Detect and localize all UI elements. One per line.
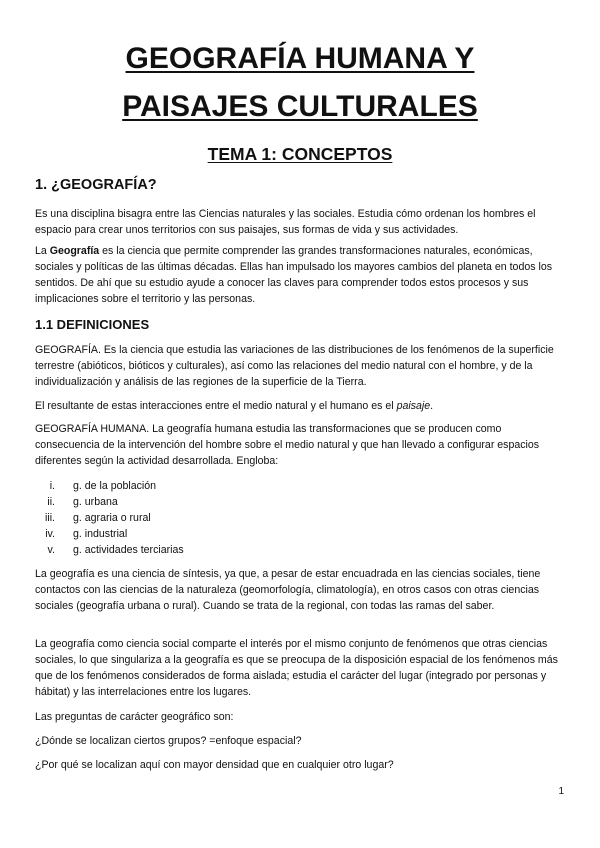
list-text: g. actividades terciarias — [73, 544, 184, 556]
p4-pre: El resultante de estas interacciones entre el medio natural y el humano es el — [35, 400, 397, 412]
paragraph-ciencia-social: La geografía como ciencia social comparte el interés por el mismo conjunto de fenómenos que otras ciencias sociales, lo que singulariza a la geografía es que se preocupa de la disposición espacial de los fenómenos más que de los fenómenos considerados de forma aislada; estudia el carácter del lugar (integrado por personas y hábitat) y las interrelaciones entre los lugares. — [35, 638, 558, 698]
p4-post: . — [430, 400, 434, 412]
paragraph-geografia — [35, 243, 565, 307]
list-number: i. — [49, 480, 55, 492]
roman-list — [35, 478, 435, 558]
page-number: 1 — [558, 786, 564, 797]
list-item — [35, 494, 435, 510]
paragraph-donde: ¿Dónde se localizan ciertos grupos? =enfoque espacial? — [35, 735, 302, 747]
paragraph-por-que: ¿Por qué se localizan aquí con mayor densidad que en cualquier otro lugar? — [35, 759, 394, 771]
p4-italic-term: paisaje — [396, 400, 431, 412]
list-item — [35, 510, 435, 526]
list-text: g. urbana — [73, 496, 118, 508]
list-text: g. industrial — [73, 528, 128, 540]
title-line-1: GEOGRAFÍA HUMANA Y — [125, 42, 475, 75]
list-text: g. agraria o rural — [73, 512, 151, 524]
list-number: iv. — [45, 528, 55, 540]
p2-post: es la ciencia que permite comprender las grandes transformaciones naturales, económicas, sociales y políticas de las últimas décadas. Ellas han impulsado los mayores cambios del planeta en todos los sentidos. De ahí que su estudio ayude a conocer las claves para comprender todos estos procesos y sus implicaciones sobre el territorio y las personas. — [35, 245, 553, 305]
paragraph-geografia-humana: GEOGRAFÍA HUMANA. La geografía humana estudia las transformaciones que se producen como consecuencia de la intervención del hombre sobre el medio natural y que han llevado a configurar espacios diferentes según la actividad desarrollada. Engloba: — [35, 423, 540, 467]
list-number: v. — [47, 544, 55, 556]
p2-pre: La — [35, 245, 50, 257]
paragraph-preguntas: Las preguntas de carácter geográfico son: — [35, 711, 234, 723]
paragraph-sintesis: La geografía es una ciencia de síntesis, ya que, a pesar de estar encuadrada en las ciencias sociales, tiene contactos con las ciencias de la naturaleza (geomorfología, climatología), en otros casos con otras ciencias sociales (geografía urbana o rural). Cuando se trata de la regional, con todas las ramas del saber. — [35, 568, 541, 612]
section-heading-1: 1. ¿GEOGRAFÍA? — [35, 177, 157, 193]
list-item — [35, 478, 435, 494]
title-line-2: PAISAJES CULTURALES — [122, 90, 478, 123]
list-number: iii. — [44, 512, 55, 524]
paragraph-intro: Es una disciplina bisagra entre las Ciencias naturales y las sociales. Estudia cómo ordenan los hombres el espacio para crear unos territorios con sus paisajes, sus formas de vida y sus actividades. — [35, 208, 536, 236]
subtitle: TEMA 1: CONCEPTOS — [207, 144, 393, 164]
list-number: ii. — [47, 496, 55, 508]
list-item — [35, 542, 435, 558]
paragraph-paisaje — [35, 398, 565, 414]
list-item — [35, 526, 435, 542]
section-heading-1-1: 1.1 DEFINICIONES — [35, 317, 150, 332]
p2-bold-term: Geografía — [49, 245, 100, 257]
list-text: g. de la población — [73, 480, 157, 492]
paragraph-definicion-geografia: GEOGRAFÍA. Es la ciencia que estudia las variaciones de las distribuciones de los fenómenos de la superficie terrestre (abióticos, bióticos y culturales), así como las relaciones del medio natural con el hombre, y de la individualización y análisis de las regiones de la superficie de la Tierra. — [35, 344, 554, 388]
